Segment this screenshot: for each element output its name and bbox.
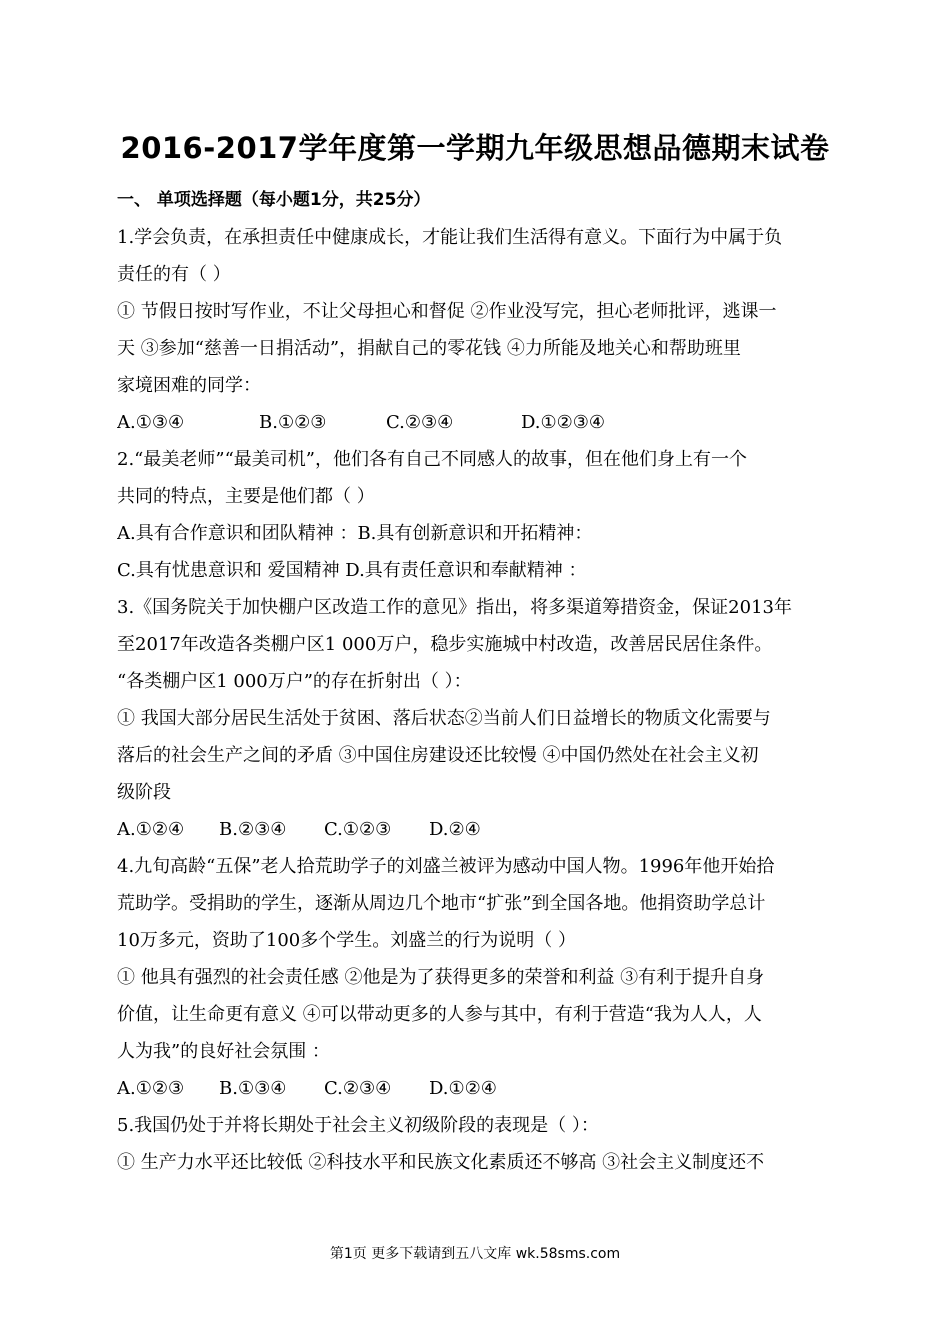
option-a: A.①②④ — [117, 819, 185, 840]
q3-options — [117, 811, 829, 848]
q5-body-line: ① 生产力水平还比较低 ②科技水平和民族文化素质还不够高 ③社会主义制度还不 — [117, 1152, 765, 1173]
q1-stem-line: 责任的有（ ） — [117, 264, 231, 285]
q4-body-line: 价值，让生命更有意义 ④可以带动更多的人参与其中，有利于营造“我为人人，人 — [117, 1004, 762, 1025]
option-a: A.①②③ — [117, 1078, 185, 1099]
option-d: D.①②③④ — [521, 412, 606, 433]
option-a: A.①③④ — [117, 412, 185, 433]
q3-body-line: ① 我国大部分居民生活处于贫困、落后状态②当前人们日益增长的物质文化需要与 — [117, 708, 771, 729]
q4-stem-line: 4.九旬高龄“五保”老人拾荒助学子的刘盛兰被评为感动中国人物。1996年他开始拾 — [117, 856, 775, 877]
q3-stem-line: 3.《国务院关于加快棚户区改造工作的意见》指出，将多渠道筹措资金，保证2013年 — [117, 597, 792, 618]
q1-body-line: 家境困难的同学： — [117, 375, 261, 396]
exam-content — [117, 182, 829, 1181]
q3-body-line: 落后的社会生产之间的矛盾 ③中国住房建设还比较慢 ④中国仍然处在社会主义初 — [117, 745, 759, 766]
q2-options-line: C.具有忧患意识和 爱国精神 D.具有责任意识和奉献精神 ： — [117, 560, 587, 581]
q1-body-line: 天 ③参加“慈善一日捐活动”，捐献自己的零花钱 ④力所能及地关心和帮助班里 — [117, 338, 741, 359]
q3-stem-line: “各类棚户区1 000万户”的存在折射出（ ）： — [117, 671, 472, 692]
q4-body-line: ① 他具有强烈的社会责任感 ②他是为了获得更多的荣誉和利益 ③有利于提升自身 — [117, 967, 765, 988]
q3-stem-line: 至2017年改造各类棚户区1 000万户，稳步实施城中村改造，改善居民居住条件。 — [117, 634, 773, 655]
option-c: C.②③④ — [386, 412, 454, 433]
page-footer: 第1页 更多下载请到五八文库 wk.58sms.com — [329, 1246, 621, 1262]
q5-stem-line: 5.我国仍处于并将长期处于社会主义初级阶段的表现是（ ）： — [117, 1115, 599, 1136]
q4-body-line: 人为我”的良好社会氛围 ： — [117, 1041, 330, 1062]
option-d: D.①②④ — [429, 1078, 497, 1099]
option-b: B.①②③ — [259, 412, 327, 433]
q1-stem-line: 1.学会负责，在承担责任中健康成长，才能让我们生活得有意义。下面行为中属于负 — [117, 227, 783, 248]
q2-stem-line: 2.“最美老师”“最美司机”，他们各有自己不同感人的故事，但在他们身上有一个 — [117, 449, 747, 470]
q4-stem-line: 10万多元，资助了100多个学生。刘盛兰的行为说明（ ） — [117, 930, 576, 951]
q2-options-line: A.具有合作意识和团队精神 ：B.具有创新意识和开拓精神： — [117, 523, 593, 544]
q3-body-line: 级阶段 — [117, 782, 171, 803]
option-b: B.②③④ — [219, 819, 287, 840]
option-b: B.①③④ — [219, 1078, 287, 1099]
q4-options — [117, 1070, 829, 1107]
page-title: 2016-2017学年度第一学期九年级思想品德期末试卷 — [120, 131, 830, 165]
option-d: D.②④ — [429, 819, 481, 840]
section-heading: 一、 单项选择题（每小题1分，共25分） — [117, 190, 431, 210]
q1-body-line: ① 节假日按时写作业，不让父母担心和督促 ②作业没写完，担心老师批评，逃课一 — [117, 301, 777, 322]
option-c: C.①②③ — [324, 819, 392, 840]
q1-options — [117, 404, 829, 441]
q4-stem-line: 荒助学。受捐助的学生，逐渐从周边几个地市“扩张”到全国各地。他捐资助学总计 — [117, 893, 766, 914]
q2-stem-line: 共同的特点，主要是他们都（ ） — [117, 486, 375, 507]
option-c: C.②③④ — [324, 1078, 392, 1099]
